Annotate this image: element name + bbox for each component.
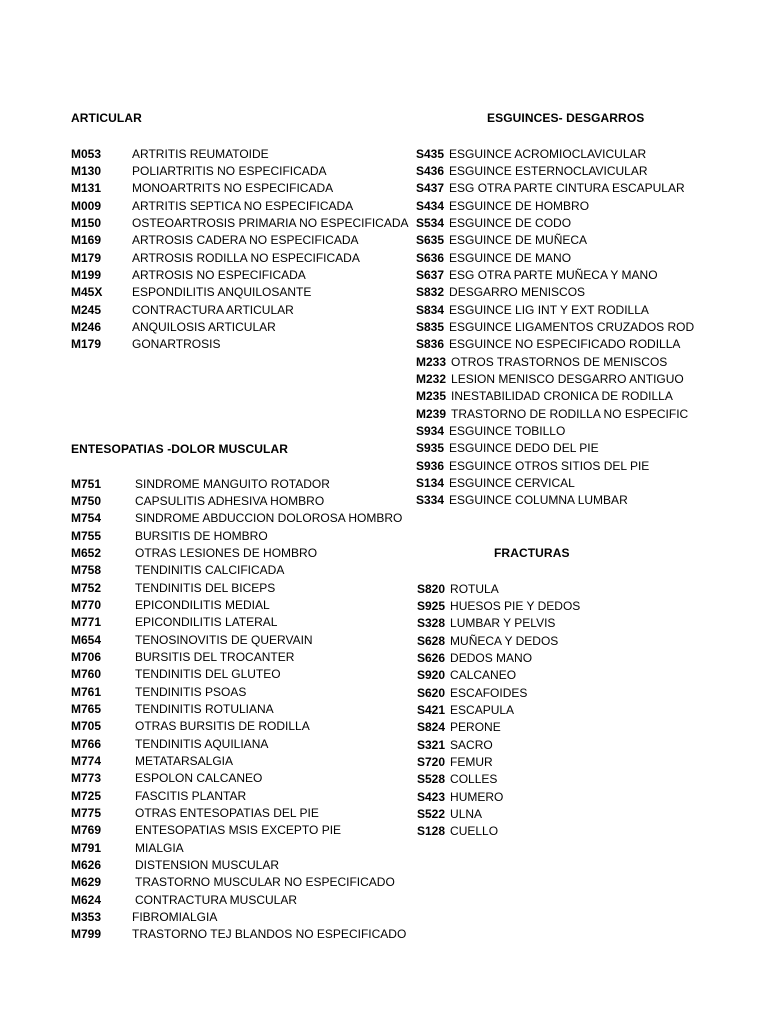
code-list-articular [71, 145, 409, 353]
list-item [71, 822, 406, 839]
list-item [417, 805, 580, 822]
diagnosis-code: M131 [71, 181, 102, 196]
diagnosis-description: BURSITIS DE HOMBRO [135, 528, 268, 543]
list-item [71, 700, 406, 717]
diagnosis-code: M799 [71, 927, 102, 942]
diagnosis-code: S421 [417, 702, 446, 717]
list-item [71, 284, 409, 301]
list-item [71, 856, 406, 873]
diagnosis-description: HUMERO [450, 789, 504, 804]
code-list-esguinces [416, 145, 694, 509]
diagnosis-code: M755 [71, 528, 102, 543]
code-list-entesopatias [71, 475, 406, 943]
diagnosis-description: ESGUINCE ESTERNOCLAVICULAR [449, 163, 648, 178]
list-item [71, 666, 406, 683]
diagnosis-code: S824 [417, 720, 446, 735]
diagnosis-code: S832 [416, 285, 445, 300]
diagnosis-code: S834 [416, 302, 445, 317]
diagnosis-code: M706 [71, 649, 102, 664]
list-item [416, 336, 694, 353]
list-item [416, 440, 694, 457]
diagnosis-code: S128 [417, 824, 446, 839]
diagnosis-description: TRASTORNO MUSCULAR NO ESPECIFICADO [135, 875, 395, 890]
diagnosis-code: M239 [416, 406, 447, 421]
list-item [417, 684, 580, 701]
diagnosis-code: M754 [71, 511, 102, 526]
list-item [416, 353, 694, 370]
diagnosis-description: ESPONDILITIS ANQUILOSANTE [132, 285, 312, 300]
diagnosis-code: M760 [71, 667, 102, 682]
diagnosis-description: ARTRITIS SEPTICA NO ESPECIFICADA [132, 198, 354, 213]
diagnosis-description: CONTRACTURA MUSCULAR [135, 892, 298, 907]
diagnosis-description: TENDINITIS AQUILIANA [135, 736, 269, 751]
diagnosis-code: S528 [417, 772, 446, 787]
diagnosis-code: M009 [71, 198, 102, 213]
list-item [417, 580, 580, 597]
diagnosis-description: ARTROSIS RODILLA NO ESPECIFICADA [132, 250, 360, 265]
diagnosis-code: S820 [417, 581, 446, 596]
list-item [71, 752, 406, 769]
diagnosis-description: ESGUINCE DEDO DEL PIE [449, 441, 599, 456]
list-item [71, 145, 409, 162]
diagnosis-description: MIALGIA [135, 840, 184, 855]
diagnosis-code: S434 [416, 198, 445, 213]
diagnosis-description: TENDINITIS ROTULIANA [135, 701, 274, 716]
diagnosis-code: M053 [71, 146, 102, 161]
diagnosis-description: OTRAS LESIONES DE HOMBRO [135, 545, 318, 560]
diagnosis-code: S635 [416, 233, 445, 248]
diagnosis-code: M45X [71, 285, 103, 300]
diagnosis-description: OTRAS ENTESOPATIAS DEL PIE [135, 805, 319, 820]
diagnosis-code: M624 [71, 892, 102, 907]
diagnosis-description: SINDROME ABDUCCION DOLOROSA HOMBRO [135, 511, 403, 526]
diagnosis-code: S321 [417, 737, 446, 752]
diagnosis-description: TENDINITIS CALCIFICADA [135, 563, 285, 578]
list-item [71, 162, 409, 179]
diagnosis-code: M725 [71, 788, 102, 803]
diagnosis-code: S423 [417, 789, 446, 804]
list-item [416, 474, 694, 491]
diagnosis-code: M353 [71, 909, 102, 924]
diagnosis-code: S936 [416, 458, 445, 473]
list-item [71, 336, 409, 353]
diagnosis-description: DEDOS MANO [450, 650, 533, 665]
list-item [71, 908, 406, 925]
diagnosis-description: PERONE [450, 720, 501, 735]
list-item [416, 214, 694, 231]
diagnosis-description: DISTENSION MUSCULAR [135, 857, 280, 872]
diagnosis-code: S620 [417, 685, 446, 700]
list-item [416, 145, 694, 162]
diagnosis-code: S935 [416, 441, 445, 456]
list-item [71, 839, 406, 856]
diagnosis-code: S628 [417, 633, 446, 648]
diagnosis-description: ESCAPULA [450, 702, 515, 717]
diagnosis-code: S836 [416, 337, 445, 352]
diagnosis-code: M199 [71, 267, 102, 282]
diagnosis-description: CAPSULITIS ADHESIVA HOMBRO [135, 493, 325, 508]
list-item [416, 266, 694, 283]
diagnosis-code: M150 [71, 215, 102, 230]
diagnosis-code: M179 [71, 250, 102, 265]
diagnosis-description: FIBROMIALGIA [132, 909, 218, 924]
diagnosis-code: M626 [71, 857, 102, 872]
diagnosis-code: M752 [71, 580, 102, 595]
diagnosis-code: M246 [71, 319, 102, 334]
diagnosis-description: TRASTORNO TEJ BLANDOS NO ESPECIFICADO [132, 927, 407, 942]
diagnosis-code: M232 [416, 371, 447, 386]
list-item [71, 648, 406, 665]
diagnosis-code: M758 [71, 563, 102, 578]
diagnosis-description: MUÑECA Y DEDOS [450, 633, 559, 648]
diagnosis-code: M775 [71, 805, 102, 820]
list-item [417, 823, 580, 840]
list-item [71, 804, 406, 821]
diagnosis-description: MONOARTRITS NO ESPECIFICADA [132, 181, 334, 196]
list-item [71, 544, 406, 561]
diagnosis-description: SACRO [450, 737, 493, 752]
diagnosis-description: ESG OTRA PARTE CINTURA ESCAPULAR [449, 181, 685, 196]
diagnosis-code: M652 [71, 545, 102, 560]
list-item [416, 405, 694, 422]
diagnosis-description: TENDINITIS DEL GLUTEO [135, 667, 281, 682]
list-item [417, 649, 580, 666]
diagnosis-description: CALCANEO [450, 668, 517, 683]
diagnosis-code: S435 [416, 146, 445, 161]
diagnosis-description: ULNA [450, 806, 483, 821]
diagnosis-code: M233 [416, 354, 447, 369]
diagnosis-code: M629 [71, 875, 102, 890]
diagnosis-code: M774 [71, 753, 102, 768]
diagnosis-description: ESGUINCE DE CODO [449, 215, 572, 230]
diagnosis-description: ESGUINCE OTROS SITIOS DEL PIE [449, 458, 650, 473]
diagnosis-code: M750 [71, 493, 102, 508]
diagnosis-description: OTROS TRASTORNOS DE MENISCOS [451, 354, 668, 369]
list-item [416, 457, 694, 474]
diagnosis-description: DESGARRO MENISCOS [449, 285, 586, 300]
diagnosis-code: M169 [71, 233, 102, 248]
diagnosis-code: S328 [417, 616, 446, 631]
list-item [417, 701, 580, 718]
list-item [71, 631, 406, 648]
diagnosis-code: M179 [71, 337, 102, 352]
list-item [416, 388, 694, 405]
diagnosis-description: ARTRITIS REUMATOIDE [132, 146, 269, 161]
diagnosis-code: M773 [71, 771, 102, 786]
list-item [417, 667, 580, 684]
list-item [416, 370, 694, 387]
code-list-fracturas [417, 580, 580, 840]
diagnosis-code: S720 [417, 754, 446, 769]
diagnosis-description: ANQUILOSIS ARTICULAR [132, 319, 276, 334]
list-item [71, 301, 409, 318]
list-item [416, 162, 694, 179]
diagnosis-code: S134 [416, 475, 445, 490]
diagnosis-code: S522 [417, 806, 446, 821]
list-item [71, 926, 406, 943]
section-heading-fracturas: FRACTURAS [494, 546, 570, 560]
diagnosis-description: POLIARTRITIS NO ESPECIFICADA [132, 163, 327, 178]
diagnosis-description: FASCITIS PLANTAR [135, 788, 247, 803]
list-item [71, 318, 409, 335]
diagnosis-description: ESG OTRA PARTE MUÑECA Y MANO [449, 267, 658, 282]
diagnosis-description: ESGUINCE LIG INT Y EXT RODILLA [449, 302, 649, 317]
list-item [71, 492, 406, 509]
diagnosis-code: S334 [416, 493, 445, 508]
list-item [417, 632, 580, 649]
diagnosis-description: ESGUINCE COLUMNA LUMBAR [449, 493, 628, 508]
list-item [417, 788, 580, 805]
diagnosis-description: ESGUINCE DE HOMBRO [449, 198, 590, 213]
list-item [71, 475, 406, 492]
diagnosis-description: ENTESOPATIAS MSIS EXCEPTO PIE [135, 823, 342, 838]
list-item [71, 596, 406, 613]
list-item [71, 579, 406, 596]
diagnosis-code: M245 [71, 302, 102, 317]
diagnosis-code: S626 [417, 650, 446, 665]
diagnosis-code: S437 [416, 181, 445, 196]
diagnosis-description: TENOSINOVITIS DE QUERVAIN [135, 632, 313, 647]
diagnosis-description: GONARTROSIS [132, 337, 221, 352]
diagnosis-code: M235 [416, 389, 447, 404]
list-item [416, 492, 694, 509]
diagnosis-description: OTRAS BURSITIS DE RODILLA [135, 719, 310, 734]
diagnosis-code: M770 [71, 597, 102, 612]
list-item [417, 719, 580, 736]
diagnosis-description: LUMBAR Y PELVIS [450, 616, 556, 631]
list-item [416, 232, 694, 249]
list-item [71, 180, 409, 197]
diagnosis-description: ESGUINCE LIGAMENTOS CRUZADOS ROD [449, 319, 695, 334]
diagnosis-description: ESGUINCE DE MUÑECA [449, 233, 588, 248]
diagnosis-description: METATARSALGIA [135, 753, 234, 768]
list-item [416, 197, 694, 214]
list-item [71, 891, 406, 908]
list-item [417, 736, 580, 753]
diagnosis-code: M765 [71, 701, 102, 716]
diagnosis-code: S436 [416, 163, 445, 178]
list-item [416, 318, 694, 335]
list-item [416, 301, 694, 318]
diagnosis-description: ARTROSIS CADERA NO ESPECIFICADA [132, 233, 359, 248]
diagnosis-description: OSTEOARTROSIS PRIMARIA NO ESPECIFICADA [132, 215, 409, 230]
list-item [71, 735, 406, 752]
diagnosis-description: COLLES [450, 772, 498, 787]
list-item [71, 527, 406, 544]
diagnosis-description: TRASTORNO DE RODILLA NO ESPECIFIC [451, 406, 689, 421]
list-item [71, 562, 406, 579]
diagnosis-code: M654 [71, 632, 102, 647]
diagnosis-description: TENDINITIS PSOAS [135, 684, 247, 699]
diagnosis-code: S636 [416, 250, 445, 265]
list-item [71, 197, 409, 214]
diagnosis-description: ESGUINCE ACROMIOCLAVICULAR [449, 146, 647, 161]
list-item [417, 753, 580, 770]
diagnosis-description: ESGUINCE NO ESPECIFICADO RODILLA [449, 337, 681, 352]
diagnosis-description: ESPOLON CALCANEO [135, 771, 263, 786]
diagnosis-description: BURSITIS DEL TROCANTER [135, 649, 295, 664]
diagnosis-code: M769 [71, 823, 102, 838]
diagnosis-code: M766 [71, 736, 102, 751]
diagnosis-description: EPICONDILITIS LATERAL [135, 615, 278, 630]
diagnosis-code: M791 [71, 840, 102, 855]
list-item [417, 597, 580, 614]
list-item [416, 180, 694, 197]
list-item [416, 422, 694, 439]
list-item [71, 214, 409, 231]
diagnosis-code: M751 [71, 476, 102, 491]
section-heading-articular: ARTICULAR [71, 111, 142, 125]
diagnosis-code: M705 [71, 719, 102, 734]
diagnosis-description: ESCAFOIDES [450, 685, 528, 700]
list-item [417, 771, 580, 788]
list-item [71, 787, 406, 804]
list-item [71, 770, 406, 787]
diagnosis-code: S920 [417, 668, 446, 683]
list-item [71, 510, 406, 527]
diagnosis-description: HUESOS PIE Y DEDOS [450, 598, 581, 613]
diagnosis-code: M771 [71, 615, 102, 630]
list-item [71, 874, 406, 891]
diagnosis-code: M130 [71, 163, 102, 178]
diagnosis-description: ESGUINCE DE MANO [449, 250, 572, 265]
diagnosis-description: FEMUR [450, 754, 493, 769]
diagnosis-code: S534 [416, 215, 445, 230]
diagnosis-code: S925 [417, 598, 446, 613]
list-item [71, 266, 409, 283]
diagnosis-description: ARTROSIS NO ESPECIFICADA [132, 267, 306, 282]
section-heading-esguinces: ESGUINCES- DESGARROS [487, 111, 645, 125]
diagnosis-code: M761 [71, 684, 102, 699]
list-item [71, 614, 406, 631]
diagnosis-description: INESTABILIDAD CRONICA DE RODILLA [451, 389, 673, 404]
list-item [71, 249, 409, 266]
diagnosis-description: ESGUINCE TOBILLO [449, 423, 566, 438]
list-item [417, 615, 580, 632]
list-item [71, 718, 406, 735]
diagnosis-code: S934 [416, 423, 445, 438]
list-item [71, 683, 406, 700]
diagnosis-description: ROTULA [450, 581, 499, 596]
diagnosis-code: S637 [416, 267, 445, 282]
diagnosis-code: S835 [416, 319, 445, 334]
diagnosis-description: LESION MENISCO DESGARRO ANTIGUO [451, 371, 684, 386]
diagnosis-description: ESGUINCE CERVICAL [449, 475, 575, 490]
list-item [416, 284, 694, 301]
diagnosis-description: SINDROME MANGUITO ROTADOR [135, 476, 330, 491]
diagnosis-description: TENDINITIS DEL BICEPS [135, 580, 276, 595]
diagnosis-description: CONTRACTURA ARTICULAR [132, 302, 294, 317]
diagnosis-description: EPICONDILITIS MEDIAL [135, 597, 270, 612]
diagnosis-description: CUELLO [450, 824, 499, 839]
list-item [71, 232, 409, 249]
section-heading-entesopatias: ENTESOPATIAS -DOLOR MUSCULAR [71, 442, 289, 456]
list-item [416, 249, 694, 266]
